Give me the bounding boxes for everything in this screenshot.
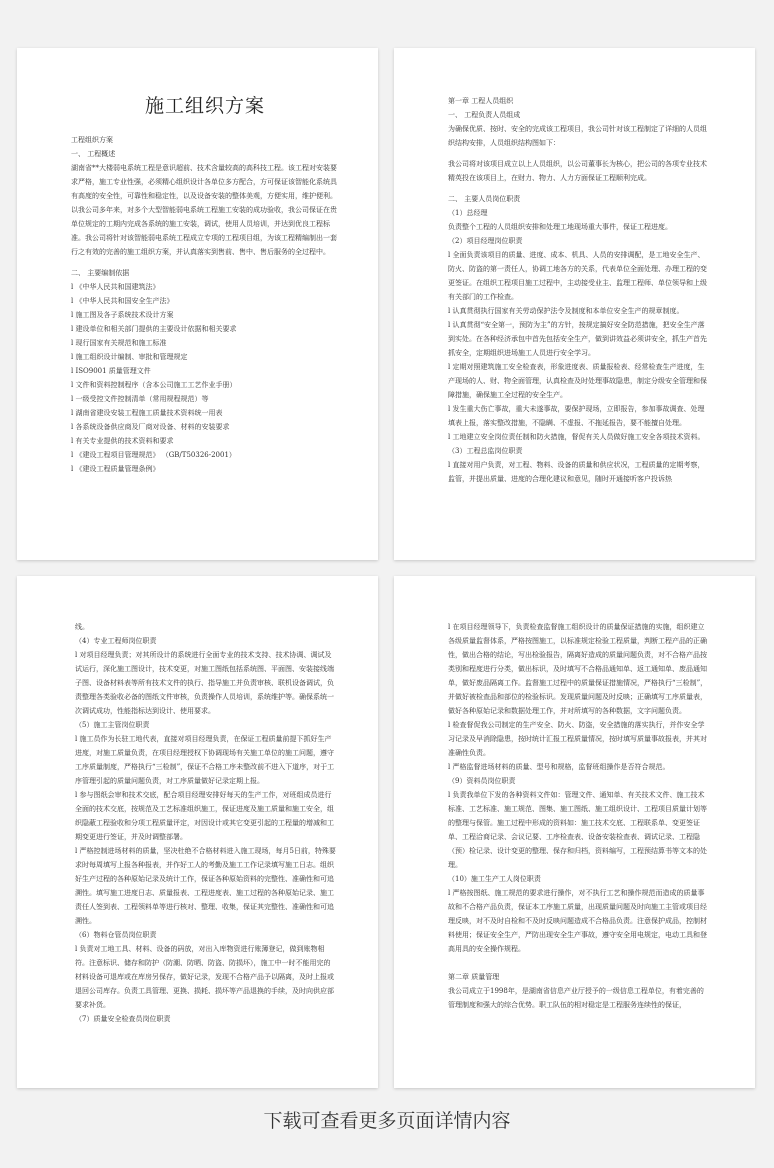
download-more-caption: 下载可查看更多页面详情内容 [263,1110,511,1132]
paragraph: 湖南省**大楼弱电系统工程是意识超前、技术含量较高的高科技工程。该工程对安装要求严格，施工专业性强，必须精心组织设计各单位多方配合，方可保证该智能化系统具有高度的安全性，可靠性和稳定性，以及设备安装的整体美观，方便实用，维护便利。 [71,164,337,200]
page-3-content [75,620,337,1026]
blank-line [448,956,710,963]
paragraph: 一、 工程负责人员组成 [448,111,521,119]
blank-line [448,963,710,970]
paragraph: 我公司成立于1998年，是湖南省信息产业厅授予的一级信息工程单位，有着完善的管理制度和强大的综合优势。职工队伍的相对稳定是工程服务连续性的保证， [448,987,704,1009]
paragraph: l 工地建立安全岗位责任制和防火措施，督促有关人员做好施工安全各项技术资料。 [448,433,705,441]
paragraph: l 有关专业提供的技术资料和要求 [71,437,174,445]
paragraph: l 直接对用户负责，对工程、物料、设备的质量和供应状况，工程质量的定期考察，监管，并提出质量、进度的合理化建议和意见，随时开通接听客户投诉热 [448,461,705,483]
paragraph: l 定期对照建筑施工安全检查表，形象进度表、质量报检表、经常检查生产进度，生产现场的人、财、物全面管理，认真检查及时处理事故隐患，制定分级安全管理和保障措施，确保施工全过程的安全生产。 [448,363,707,399]
paragraph: 二、 主要人员岗位职责 [448,195,521,203]
paragraph: l 严格监督进场材料的质量、型号和规格，监督班组操作是否符合规范。 [448,763,670,771]
paragraph: （6）物料仓管员岗位职责 [75,931,157,939]
paragraph: （7）质量安全检查员岗位职责 [75,1015,171,1023]
paragraph: l 全面负责该项目的质量、进度、成本、机具、人员的安排调配，是工地安全生产、防火、防盗的第一责任人，协调工地各方的关系，代表单位全面处理、办理工程的变更签证。在组织工程项目施工过程中，主动接受业主、监理工程师、单位领导和上级有关部门的工作检查。 [448,251,707,301]
paragraph: 第一章 工程人员组织 [448,97,514,105]
document-page-4 [394,576,755,1088]
paragraph: （5）施工主管岗位职责 [75,721,150,729]
document-page-1 [17,48,378,560]
paragraph: l 在项目经理领导下，负责检查监督施工组织设计的质量保证措施的实施，组织建立各级质量监督体系，严格按图施工，以标准规定检验工程质量，判断工程产品的正确性，做出合格的结论，写出检验报告，隔离好造成的质量问题负责，对不合格产品按类别和程度进行分类，做出标识，及时填写不合格品通知单、返工通知单、废品通知单，做好废品隔离工作。监督施工过程中的质量保证措施情况，严格执行“三检制”，并做好被检查品和部位的检验标识。发现质量问题及时反映；正确填写工序质量表，做好各种原始记录和数据处理工作，并对所填写的各种数据，文字问题负责。 [448,623,708,715]
blank-line [71,259,339,266]
paragraph: （3）工程总监岗位职责 [448,447,523,455]
paragraph: l 《建设工程质量管理条例》 [71,465,160,473]
paragraph: l 检查督促我公司制定的生产安全、防火、防盗，安全措施的落实执行，并作安全学习记录及早消除隐患，按时统计汇报工程质量情况，按时填写质量事故报表，并其对准确性负责。 [448,721,707,757]
paragraph: （10）施工生产工人岗位职责 [448,875,541,883]
paragraph: l ISO9001 质量管理文件 [71,367,151,375]
paragraph: 第二章 质量管理 [448,973,500,981]
page-2-paragraphs [448,94,710,486]
page-4-paragraphs [448,620,710,1012]
paragraph: 一、 工程概述 [71,150,116,158]
paragraph: l 现行国家有关规范和施工标准 [71,339,167,347]
paragraph: l 认真贯彻“安全第一，预防为主”的方针，按规定搞好安全防范措施，把安全生产落到实处。在各种经济承包中首先包括安全生产，做到讲效益必须讲安全，抓生产首先抓安全，定期组织进场施工人员进行安全学习。 [448,321,707,357]
paragraph: 以我公司多年来，对多个大型智能弱电系统工程施工安装的成功验收，我公司保证在贵单位规定的工期内完成各系统的施工安装，调试，使用人员培训，并达到优良工程标准。我公司将针对该智能弱电系统工程成立专项的工程项目组，为该工程精编制出一套行之有效的完善的施工组织方案，并认真落实到售前、售中、售后服务的全过程中。 [71,206,337,256]
page-3-paragraphs [75,620,337,1026]
paragraph: l 负责对工地工具、材料、设备的码放，对出入库物资进行账簿登记，做到账物相符。注意标识、储存和防护（防潮、防晒、防盗、防损坏），施工中一时不能用完的材料设备可退库或在库房另保存，做好记录，发现不合格产品予以隔离，及时上报或退回公司库存。负责工具管理、更换、损耗、损坏等产品退换的手续，及时向供应部要求补货。 [75,945,334,1009]
paragraph: （2）项目经理岗位职责 [448,237,523,245]
paragraph: 线。 [75,623,89,631]
blank-line [448,150,710,157]
page-1-paragraphs [71,133,339,476]
page-2-content [448,94,710,486]
paragraph: l 各系统设备供应商及厂商对设备、材料的安装要求 [71,423,230,431]
paragraph: l 对项目经理负责；对其所设计的系统进行全面专业的技术支持、技术协调、调试及试运行，深化施工图设计，技术变更，对施工图纸包括系统图、平面图、安装接线端子图、设备材料表等所有技术文件的执行、指导施工并负责审核、联机设备调试，负责整理各类验收必备的图纸文件审核，负责操作人员培训，系统维护等。确保系统一次调试成功，性能指标达到设计、使用要求。 [75,651,334,715]
paragraph: l 参与图纸会审和技术交底，配合项目经理安排好每天的生产工作，对班组成员进行全面的技术交底，按规范及工艺标准组织施工，保证进度及施工质量和施工安全，组织隐蔽工程验收和分项工程质量评定，对因设计或其它变更引起的工程量的增减和工期变更进行签证，并及时调整部署。 [75,791,334,841]
document-page-2 [394,48,755,560]
paragraph: l 施工组织设计编制、审批和管理规定 [71,353,188,361]
paragraph: l 《建设工程项目管理规范》 （GB/T50326-2001） [71,451,236,459]
paragraph: l 认真贯彻执行国家有关劳动保护法令及制度和本单位安全生产的规章制度。 [448,307,684,315]
paragraph: l 严格控制进场材料的质量，坚决杜绝不合格材料进入施工现场，每月5日前，特殊要求时每周填写上报各种报表，并作好工人的考勤及施工工作记录填写施工日志。组织好生产过程的各种原始记录及统计工作，保证各种原始资料的完整性、准确性和可追溯性。填写施工进度日志、质量报表、工程进度表、施工过程的各种原始记录、施工责任人签到表、工程领料单等进行核对、整理、收集，保证其完整性、准确性和可追溯性。 [75,847,336,925]
paragraph: l 施工图及各子系统技术设计方案 [71,311,174,319]
paragraph: l 发生重大伤亡事故，重大未遂事故，要保护现场，立即报告，参加事故调查、处理填表上报，落实整改措施，不隐瞒、不虚报、不拖延报告，要不能擅自处理。 [448,405,705,427]
paragraph: 二、 主要编制依据 [71,269,130,277]
paragraph: l 建设单位和相关部门提供的主要设计依据和相关要求 [71,325,237,333]
paragraph: l 《中华人民共和国安全生产法》 [71,297,174,305]
paragraph: l 施工员作为长驻工地代表，直接对项目经理负责，在保证工程质量前提下抓好生产进度，对施工质量负责，在项目经理授权下协调现场有关施工单位的施工问题，遵守工序质量制度，严格执行“三检制”，保证不合格工序未整改前不进入下道序，对于工序管理引起的质量问题负责，对工序质量做好记录定期上报。 [75,735,335,785]
paragraph: l 严格按图纸、施工规范的要求进行操作，对不执行工艺和操作规范而造成的质量事故和不合格产品负责，保证本工序施工质量，出现质量问题及时向施工主管或项目经理反映，对不及时自检和不及时反映问题造成不合格品负责。注意保护成品，控制材料使用；保证安全生产，严防出现安全生产事故，遵守安全用电规定，电动工具和登高用具的安全操作规程。 [448,889,707,953]
page-1-content [71,93,339,476]
paragraph: l 负责我单位下发的各种资料文件如：管理文件、通知单、有关技术文件、施工技术标准、工艺标准、施工规范、图集、施工图纸、施工组织设计、工程项目质量计划等的整理与保管。施工过程中形成的资料如：施工技术交底、工程联系单、变更签证单、工程洽商记录、会议记要、工序检查表、设备安装检查表、调试记录、工程隐（预）检记录、设计变更的整理、保存和归档，资料编写，工程预结算书等文本的处理。 [448,791,707,869]
paragraph: 我公司将对该项目成立以上人员组织，以公司董事长为核心，把公司的各项专业技术精英投在该项目上，在财力、物力、人力方面保证工程顺利完成。 [448,160,707,182]
blank-line [448,185,710,192]
paragraph: 工程组织方案 [71,136,113,144]
paragraph: l 湖南省建设安装工程施工质量技术资料统一用表 [71,409,223,417]
page-4-content [448,620,710,1012]
paragraph: l 文件和资料控制程序（含本公司施工工艺作业手册） [71,381,237,389]
paragraph: l 一级受控文件控制清单（常用规程规范）等 [71,395,209,403]
paragraph: （1）总经理 [448,209,488,217]
document-title: 施工组织方案 [144,95,265,117]
paragraph: （4）专业工程师岗位职责 [75,637,157,645]
paragraph: 负责整个工程的人员组织安排和处理工地现场重大事件，保证工程进度。 [448,223,672,231]
paragraph: l 《中华人民共和国建筑法》 [71,283,160,291]
paragraph: 为确保优质、按时、安全的完成该工程项目，我公司针对该工程制定了详细的人员组织结构安排，人员组织结构图如下： [448,125,707,147]
document-page-3 [17,576,378,1088]
paragraph: （9）资料员岗位职责 [448,777,516,785]
